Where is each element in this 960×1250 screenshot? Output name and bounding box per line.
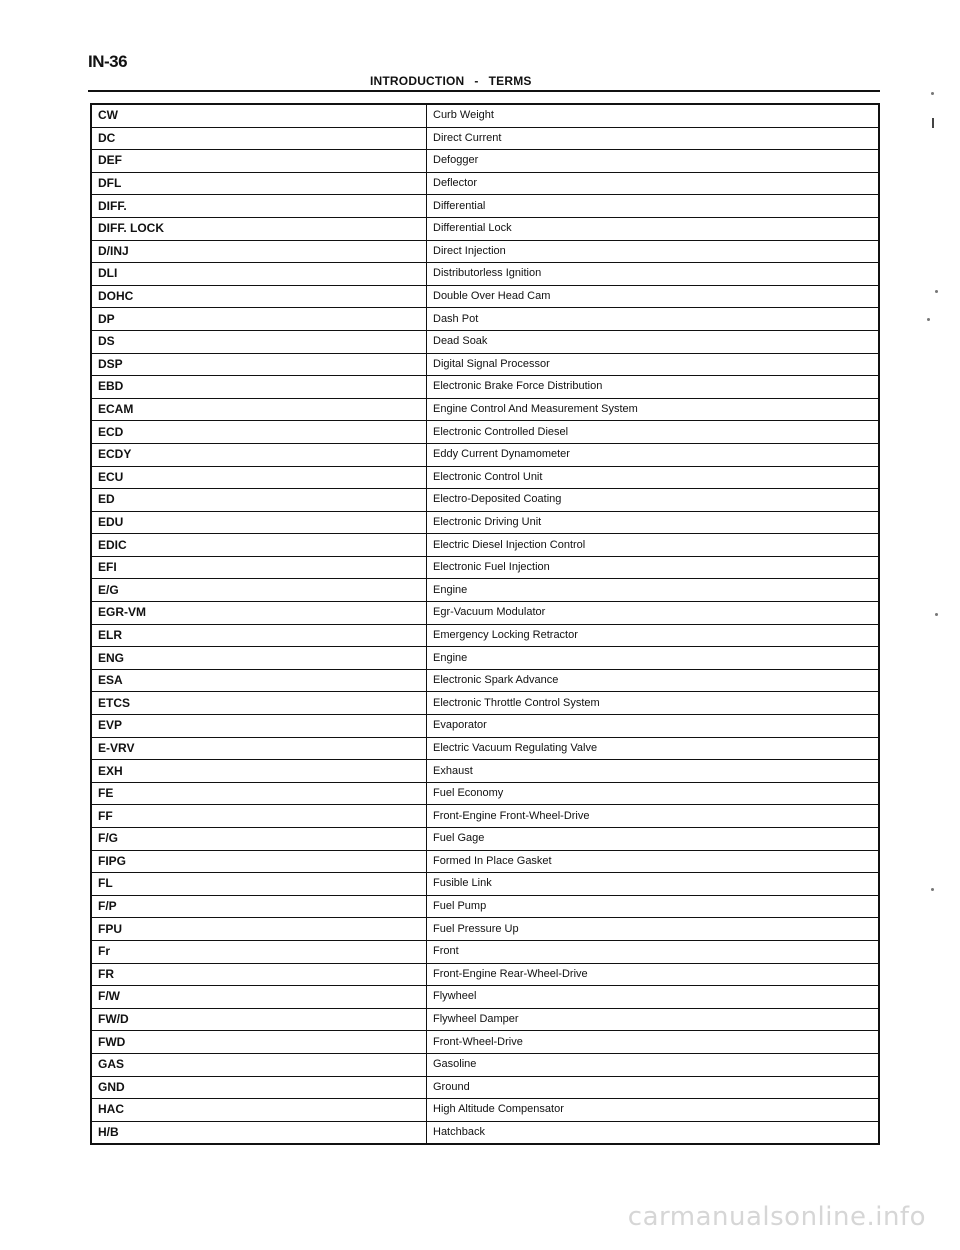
term-cell: Electric Diesel Injection Control: [427, 534, 880, 557]
abbreviation-cell: FF: [91, 805, 427, 828]
term-cell: Electro-Deposited Coating: [427, 489, 880, 512]
term-cell: Front-Engine Rear-Wheel-Drive: [427, 963, 880, 986]
table-row: [91, 240, 879, 263]
table-row: [91, 1053, 879, 1076]
scan-mark: [932, 118, 934, 128]
table-row: [91, 263, 879, 286]
term-cell: Differential: [427, 195, 880, 218]
term-cell: Flywheel: [427, 986, 880, 1009]
table-row: [91, 398, 879, 421]
table-row: [91, 692, 879, 715]
table-row: [91, 104, 879, 127]
abbreviation-cell: GAS: [91, 1053, 427, 1076]
term-cell: Differential Lock: [427, 217, 880, 240]
abbreviation-cell: DEF: [91, 150, 427, 173]
table-row: [91, 217, 879, 240]
table-row: [91, 850, 879, 873]
term-cell: Evaporator: [427, 715, 880, 738]
term-cell: Electronic Driving Unit: [427, 511, 880, 534]
term-cell: Electric Vacuum Regulating Valve: [427, 737, 880, 760]
term-cell: Electronic Brake Force Distribution: [427, 376, 880, 399]
term-cell: Direct Injection: [427, 240, 880, 263]
table-row: [91, 828, 879, 851]
abbreviation-cell: ESA: [91, 669, 427, 692]
table-row: [91, 986, 879, 1009]
abbreviation-cell: E-VRV: [91, 737, 427, 760]
abbreviation-cell: EGR-VM: [91, 602, 427, 625]
term-cell: Fuel Pressure Up: [427, 918, 880, 941]
table-row: [91, 353, 879, 376]
term-cell: High Altitude Compensator: [427, 1099, 880, 1122]
term-cell: Front: [427, 940, 880, 963]
table-row: [91, 556, 879, 579]
table-row: [91, 579, 879, 602]
abbreviation-cell: FR: [91, 963, 427, 986]
term-cell: Electronic Fuel Injection: [427, 556, 880, 579]
table-row: [91, 918, 879, 941]
term-cell: Flywheel Damper: [427, 1008, 880, 1031]
abbreviation-cell: FL: [91, 873, 427, 896]
term-cell: Fuel Pump: [427, 895, 880, 918]
term-cell: Egr-Vacuum Modulator: [427, 602, 880, 625]
abbreviation-cell: E/G: [91, 579, 427, 602]
table-row: [91, 873, 879, 896]
abbreviation-cell: EBD: [91, 376, 427, 399]
abbreviation-cell: DC: [91, 127, 427, 150]
table-row: [91, 940, 879, 963]
term-cell: Electronic Throttle Control System: [427, 692, 880, 715]
term-cell: Gasoline: [427, 1053, 880, 1076]
term-cell: Exhaust: [427, 760, 880, 783]
abbreviation-cell: DIFF. LOCK: [91, 217, 427, 240]
term-cell: Deflector: [427, 172, 880, 195]
abbreviation-cell: DLI: [91, 263, 427, 286]
abbreviation-cell: D/INJ: [91, 240, 427, 263]
term-cell: Dead Soak: [427, 330, 880, 353]
abbreviation-cell: F/W: [91, 986, 427, 1009]
terms-table: [90, 103, 880, 1145]
table-row: [91, 624, 879, 647]
abbreviation-cell: DIFF.: [91, 195, 427, 218]
abbreviation-cell: DOHC: [91, 285, 427, 308]
abbreviation-cell: ENG: [91, 647, 427, 670]
table-row: [91, 1099, 879, 1122]
table-row: [91, 330, 879, 353]
term-cell: Defogger: [427, 150, 880, 173]
abbreviation-cell: CW: [91, 104, 427, 127]
abbreviation-cell: DSP: [91, 353, 427, 376]
abbreviation-cell: EXH: [91, 760, 427, 783]
abbreviation-cell: FW/D: [91, 1008, 427, 1031]
term-cell: Engine Control And Measurement System: [427, 398, 880, 421]
page-heading: [370, 74, 532, 88]
term-cell: Fuel Gage: [427, 828, 880, 851]
page-number: IN-36: [88, 52, 128, 71]
table-row: [91, 127, 879, 150]
scan-speck: [931, 888, 934, 891]
subsection-title: TERMS: [488, 74, 532, 88]
term-cell: Engine: [427, 647, 880, 670]
table-row: [91, 150, 879, 173]
abbreviation-cell: ECD: [91, 421, 427, 444]
abbreviation-cell: EDU: [91, 511, 427, 534]
table-row: [91, 895, 879, 918]
table-row: [91, 308, 879, 331]
table-row: [91, 782, 879, 805]
table-row: [91, 602, 879, 625]
abbreviation-cell: ETCS: [91, 692, 427, 715]
abbreviation-cell: GND: [91, 1076, 427, 1099]
table-row: [91, 963, 879, 986]
heading-separator: -: [474, 74, 479, 88]
table-row: [91, 1076, 879, 1099]
terms-table-body: [91, 104, 879, 1144]
abbreviation-cell: DFL: [91, 172, 427, 195]
section-title: INTRODUCTION: [370, 74, 465, 88]
term-cell: Direct Current: [427, 127, 880, 150]
term-cell: Distributorless Ignition: [427, 263, 880, 286]
table-row: [91, 489, 879, 512]
scan-speck: [927, 318, 930, 321]
table-row: [91, 511, 879, 534]
abbreviation-cell: HAC: [91, 1099, 427, 1122]
abbreviation-cell: F/P: [91, 895, 427, 918]
abbreviation-cell: FIPG: [91, 850, 427, 873]
abbreviation-cell: FPU: [91, 918, 427, 941]
table-row: [91, 376, 879, 399]
table-row: [91, 172, 879, 195]
table-row: [91, 1121, 879, 1144]
term-cell: Electronic Controlled Diesel: [427, 421, 880, 444]
abbreviation-cell: F/G: [91, 828, 427, 851]
abbreviation-cell: DS: [91, 330, 427, 353]
term-cell: Fusible Link: [427, 873, 880, 896]
abbreviation-cell: ED: [91, 489, 427, 512]
table-row: [91, 737, 879, 760]
table-row: [91, 466, 879, 489]
table-row: [91, 1008, 879, 1031]
abbreviation-cell: EVP: [91, 715, 427, 738]
table-row: [91, 421, 879, 444]
term-cell: Fuel Economy: [427, 782, 880, 805]
table-row: [91, 760, 879, 783]
abbreviation-cell: EDIC: [91, 534, 427, 557]
abbreviation-cell: FE: [91, 782, 427, 805]
abbreviation-cell: EFI: [91, 556, 427, 579]
scan-speck: [931, 92, 934, 95]
table-row: [91, 715, 879, 738]
term-cell: Emergency Locking Retractor: [427, 624, 880, 647]
scan-speck: [935, 613, 938, 616]
abbreviation-cell: FWD: [91, 1031, 427, 1054]
table-row: [91, 195, 879, 218]
term-cell: Eddy Current Dynamometer: [427, 443, 880, 466]
term-cell: Curb Weight: [433, 109, 494, 122]
term-cell: Formed In Place Gasket: [427, 850, 880, 873]
table-row: [91, 1031, 879, 1054]
abbreviation-cell: ECAM: [91, 398, 427, 421]
abbreviation-cell: ECDY: [91, 443, 427, 466]
abbreviation-cell: H/B: [91, 1121, 427, 1144]
scan-speck: [935, 290, 938, 293]
term-cell: Electronic Control Unit: [427, 466, 880, 489]
term-cell: Electronic Spark Advance: [427, 669, 880, 692]
header-rule: [88, 90, 880, 92]
term-cell: Digital Signal Processor: [427, 353, 880, 376]
table-row: [91, 443, 879, 466]
abbreviation-cell: ECU: [91, 466, 427, 489]
term-cell: Ground: [427, 1076, 880, 1099]
term-cell: Dash Pot: [427, 308, 880, 331]
abbreviation-cell: Fr: [91, 940, 427, 963]
abbreviation-cell: DP: [91, 308, 427, 331]
term-cell: Front-Wheel-Drive: [427, 1031, 880, 1054]
table-row: [91, 534, 879, 557]
term-cell: Engine: [427, 579, 880, 602]
table-row: [91, 285, 879, 308]
watermark: carmanualsonline.info: [627, 1202, 926, 1232]
table-row: [91, 669, 879, 692]
term-cell: Hatchback: [427, 1121, 880, 1144]
table-row: [91, 805, 879, 828]
term-cell: Front-Engine Front-Wheel-Drive: [427, 805, 880, 828]
term-cell: Double Over Head Cam: [427, 285, 880, 308]
table-row: [91, 647, 879, 670]
abbreviation-cell: ELR: [91, 624, 427, 647]
